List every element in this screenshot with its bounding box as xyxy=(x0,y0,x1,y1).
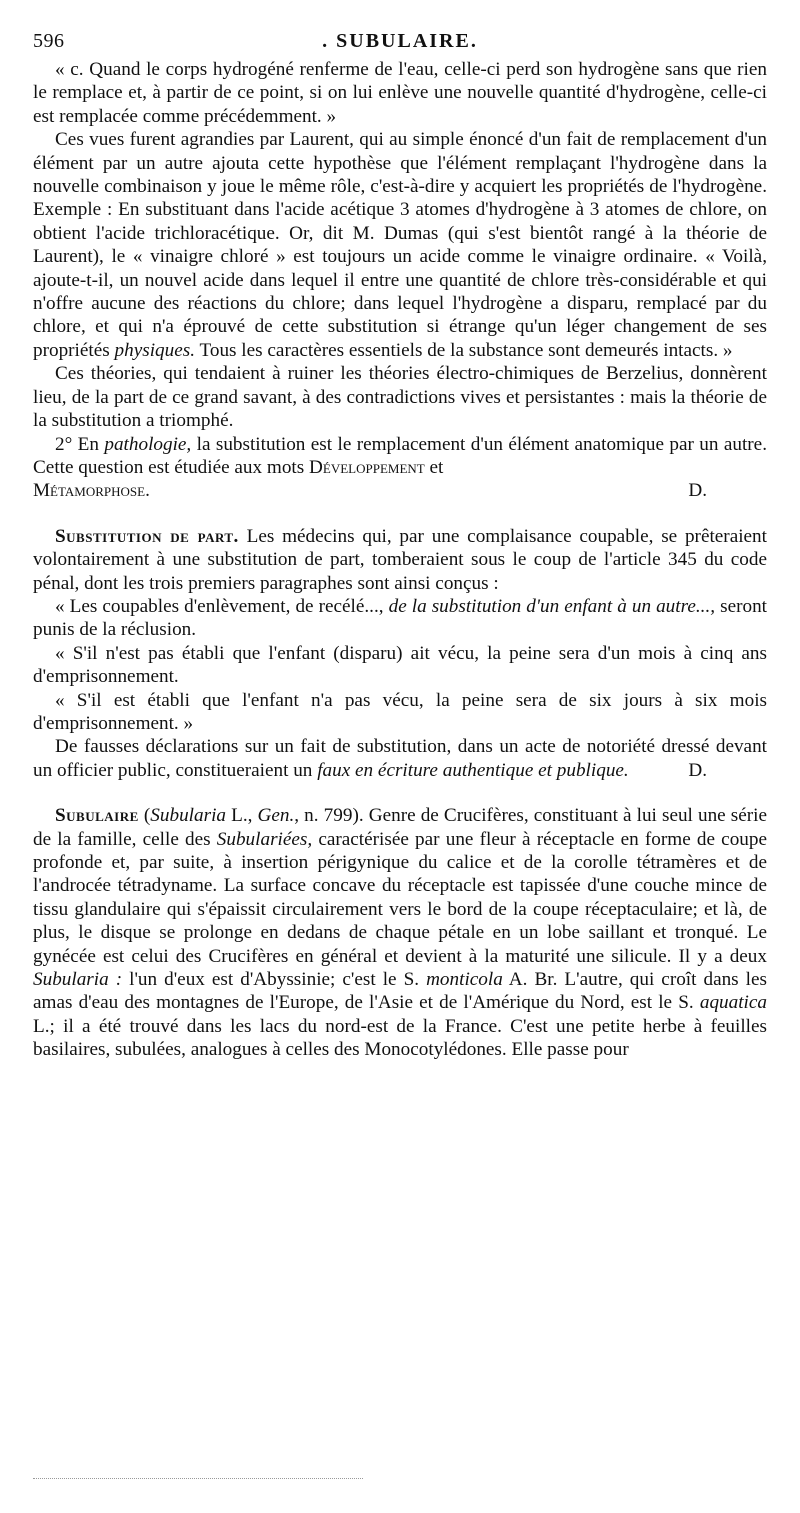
subulaire-text-d: A. Br. L'autre, qui croît dans les amas d'eau des montagnes de l'Europe, de l'Asie et de l'Amérique du Nord, est le S. xyxy=(33,969,767,1014)
code-quote-1-a: « Les coupables d'enlèvement, de recélé..., xyxy=(55,595,389,617)
latin-genus: Subularia xyxy=(150,805,226,827)
code-quote-1 xyxy=(33,595,767,642)
book-page xyxy=(33,24,767,1062)
faux-en-ecriture: faux en écriture authentique et publique. xyxy=(317,759,629,781)
code-quote-1-emphasis: de la substitution d'un enfant à un autre..., xyxy=(388,595,716,617)
crossref-developpement: Développement xyxy=(309,456,425,478)
code-quote-3: « S'il est établi que l'enfant n'a pas vécu, la peine sera de six jours à six mois d'emprisonnement. » xyxy=(33,689,767,734)
subulaire-text-e: L.; il a été trouvé dans les lacs du nord-est de la France. C'est une petite herbe à feuilles basilaires, subulées, analogues à celles des Monocotylédones. Elle passe pour xyxy=(33,1015,767,1061)
entry-intro: Les médecins qui, par une complaisance coupable, se prêteraient volontairement à une substitution de part, tomberaient sous le coup de l'article 345 du code pénal, dont les trois premiers paragraphes sont ainsi conçus : xyxy=(33,525,767,594)
subulaire-text-c: l'un d'eux est d'Abyssinie; c'est le S. xyxy=(122,969,427,991)
quote-paragraph-c: « c. Quand le corps hydrogéné renferme de l'eau, celle-ci perd son hydrogène sans que rien le remplace et, à partir de ce point, si on lui enlève une nouvelle quantité d'hydrogène, celle-ci est remplacée comme précédemment. » xyxy=(33,59,767,127)
author-signature-2: D. xyxy=(688,759,707,781)
pathology-text: la substitution est le remplacement d'un élément anatomique par un autre. Cette question est étudiée aux mots xyxy=(33,433,767,478)
section-substitution-chemistry xyxy=(33,58,767,503)
running-head xyxy=(33,24,767,58)
subulariees: Subulariées, xyxy=(216,828,313,850)
footer-rule xyxy=(33,1472,363,1479)
paragraph-laurent-text: Ces vues furent agrandies par Laurent, qui au simple énoncé d'un fait de remplacement d'un élément par un autre ajouta cette hypothèse que l'élément remplaçant l'hydrogène dans la nouvelle combinaison y joue le même rôle, c'est-à-dire y acquiert les propriétés de l'hydrogène. Exemple : En substituant dans l'acide acétique 3 atomes d'hydrogène à 3 atomes de chlore, on obtient l'acide trichloracétique. Or, dit M. Dumas (qui s'est bientôt rangé à la théorie de Laurent), le « vinaigre chloré » est toujours un acide comme le vinaigre ordinaire. « Voilà, ajoute-t-il, un nouvel acide dans lequel il entre une quantité de chlore très-considérable et qui n'offre aucune des réactions du chlore; dans lequel l'hydrogène a disparu, remplacé par du chlore, et qui n'a éprouvé de cette substitution si étrange qu'un léger changement de ses propriétés xyxy=(33,129,767,361)
subularia-term: Subularia : xyxy=(33,969,123,991)
section-subulaire xyxy=(33,804,767,1061)
paragraph-laurent-end: Tous les caractères essentiels de la substance sont demeurés intacts. » xyxy=(195,339,733,361)
aquatica: aquatica xyxy=(699,992,767,1014)
pathology-term: pathologie, xyxy=(104,433,192,455)
fausses-declarations-text: De fausses déclarations sur un fait de substitution, dans un acte de notoriété dressé devant un officier public, constitueraient un xyxy=(33,736,767,781)
latin-mid: L., xyxy=(226,805,258,827)
author-signature: D. xyxy=(688,480,707,502)
section-substitution-de-part xyxy=(33,525,767,782)
headword-subulaire: Subulaire xyxy=(55,805,139,827)
paragraph-laurent xyxy=(33,128,767,362)
entry-subulaire xyxy=(33,804,767,1061)
subulaire-text-a: Genre de Crucifères, constituant à lui seul une série de la famille, celle des xyxy=(33,805,768,850)
headword-substitution-de-part: Substitution de part. xyxy=(55,525,239,547)
latin-gen: Gen. xyxy=(257,805,295,827)
code-quote-1-b: seront punis de la réclusion. xyxy=(33,595,767,641)
pathology-and: et xyxy=(424,456,444,478)
page-number: 596 xyxy=(33,30,65,52)
running-title: . SUBULAIRE. xyxy=(322,30,478,52)
pathology-lead: 2° En xyxy=(55,433,105,455)
subulaire-text-b: caractérisée par une fleur à réceptacle en forme de coupe profonde et, par suite, à insertion périgynique du calice et de la corolle tétramères et de l'androcée tétradyname. La surface concave du réceptacle est tapissée d'une couche mince de tissu glandulaire qui s'épaissit circulairement vers le bord de la coupe réceptaculaire; et là, de plus, le disque se prolonge en dedans de chaque pétale en un lobe saillant et tronqué. Le gynécée est celui des Crucifères en général et devient à la maturité une silicule. Il y a deux xyxy=(33,828,767,967)
code-quote-2: « S'il n'est pas établi que l'enfant (disparu) ait vécu, la peine sera d'un mois à cinq ans d'emprisonnement. xyxy=(33,642,767,688)
crossref-metamorphose: Métamorphose. xyxy=(33,480,150,502)
latin-open: ( xyxy=(138,805,151,827)
monticola: monticola xyxy=(426,969,503,991)
latin-close: , n. 799). xyxy=(294,805,364,827)
entry-substitution-de-part xyxy=(33,525,767,595)
paragraph-berzelius: Ces théories, qui tendaient à ruiner les théories électro-chimiques de Berzelius, donnèrent lieu, de la part de ce grand savant, à des contradictions vives et persistantes : mais la théorie de la substitution a triomphé. xyxy=(33,363,767,432)
paragraph-laurent-emphasis: physiques. xyxy=(114,339,196,361)
